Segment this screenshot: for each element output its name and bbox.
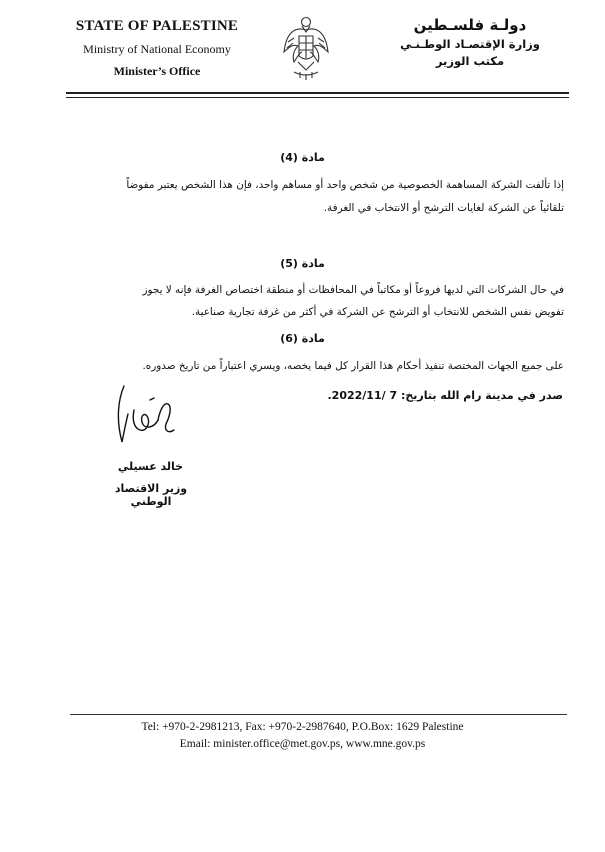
article-5-line-2: تفويض نفس الشخص للانتخاب أو الترشح عن الشركة في أكثر من غرفة تجارية صناعية. [191,306,564,318]
header-divider [66,92,569,98]
footer-email-line: Email: minister.office@met.gov.ps, www.mne.gov.ps [179,738,426,750]
issue-date-line: صدر في مدينة رام الله بتاريخ: 7 /2022/11. [327,389,563,402]
ministry-name-en: Ministry of National Economy [83,42,231,56]
header-arabic-block [395,16,545,68]
office-name-ar: مكتب الوزير [435,54,505,68]
signer-name: خالد عسيلي [117,460,184,473]
footer-divider [70,714,567,715]
article-5-line-1: في حال الشركات التي لديها فروعاً أو مكاتباً في المحافظات أو منطقة اختصاص الغرفة فإنه لا يجوز [142,284,564,296]
header-english-block [72,18,242,79]
office-name-en: Minister’s Office [113,64,201,78]
article-4-title: مادة (4) [280,151,325,164]
ministry-name-ar: وزارة الإقتصـاد الوطـنـي [400,37,540,51]
footer-contact-line: Tel: +970-2-2981213, Fax: +970-2-2987640, P.O.Box: 1629 Palestine [141,721,464,733]
article-5-title: مادة (5) [280,257,325,270]
palestine-eagle-emblem-icon [280,12,332,82]
state-name-ar: دولـة فلسـطين [413,16,527,34]
article-6-line-1: على جميع الجهات المختصة تنفيذ أحكام هذا القرار كل فيما يخصه، ويسري اعتباراً من تاريخ صدوره. [142,360,564,372]
article-4-line-2: تلقائياً عن الشركة لغايات الترشح أو الانتخاب في الغرفة. [323,202,564,214]
handwritten-signature [110,380,190,450]
state-name-en: STATE OF PALESTINE [75,18,239,34]
article-6-title: مادة (6) [280,332,325,345]
article-4-line-1: إذا تألفت الشركة المساهمة الخصوصية من شخص واحد أو مساهم واحد، فإن هذا الشخص يعتبر مفوضاً [126,179,564,191]
signer-title: وزير الاقتصاد الوطني [114,482,188,508]
